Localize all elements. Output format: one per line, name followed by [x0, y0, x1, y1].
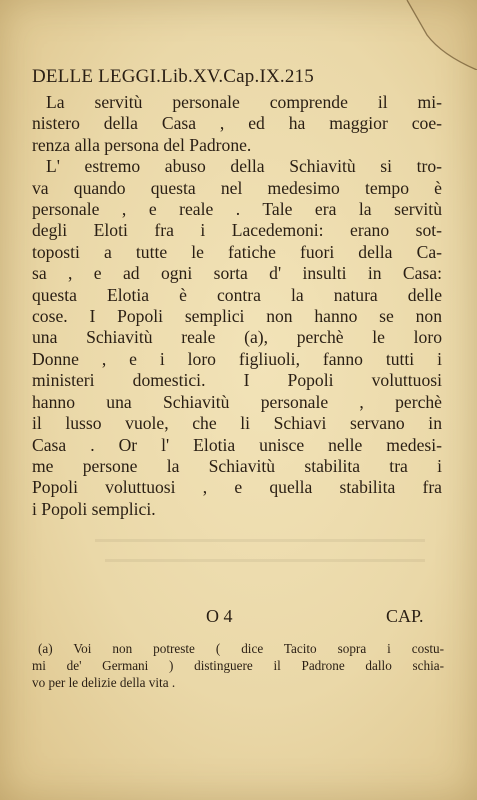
text-line: L' estremo abuso della Schiavitù si tro- — [46, 156, 442, 177]
text-line: cose. I Popoli semplici non hanno se non — [32, 306, 442, 327]
text-line: Casa . Or l' Elotia unisce nelle medesi- — [32, 434, 442, 455]
text-line: renza alla persona del Padrone. — [32, 134, 252, 155]
text-line: Donne , e i loro figliuoli, fanno tutti i — [32, 348, 442, 369]
main-text — [32, 92, 442, 520]
text-line: i Popoli semplici. — [32, 498, 156, 519]
text-line: La servitù personale comprende il mi- — [46, 92, 442, 112]
footnote-line: mi de' Germani ) distinguere il Padrone dallo schia- — [32, 658, 444, 673]
footnote — [32, 640, 444, 691]
text-line: sa , e ad ogni sorta d' insulti in Casa: — [32, 263, 442, 284]
text-line: degli Eloti fra i Lacedemoni: erano sot- — [32, 220, 442, 241]
text-line: una Schiavitù reale (a), perchè le loro — [32, 327, 442, 348]
text-line: nistero della Casa , ed ha maggior coe- — [32, 113, 442, 134]
signature-mark: O 4 — [206, 606, 233, 626]
folded-corner — [387, 0, 477, 70]
text-line: hanno una Schiavitù personale , perchè — [32, 391, 442, 412]
running-header: DELLE LEGGI.Lib.XV.Cap.IX.215 — [32, 66, 314, 87]
text-line: personale , e reale . Tale era la servitù — [32, 199, 442, 220]
catchword: CAP. — [386, 606, 424, 626]
footnote-line: vo per le delizie della vita . — [32, 675, 176, 690]
text-line: me persone la Schiavitù stabilita tra i — [32, 455, 442, 476]
text-line: toposti a tutte le fatiche fuori della Ca- — [32, 241, 442, 262]
text-line: Popoli voluttuosi , e quella stabilita fra — [32, 477, 442, 498]
text-line: il lusso vuole, che li Schiavi servano in — [32, 413, 442, 434]
text-line: questa Elotia è contra la natura delle — [32, 284, 442, 305]
text-line: ministeri domestici. I Popoli voluttuosi — [32, 370, 442, 391]
footnote-line: (a) Voi non potreste ( dice Tacito sopra i costu- — [38, 641, 444, 656]
show-through-text — [95, 535, 435, 575]
text-line: va quando questa nel medesimo tempo è — [32, 177, 442, 198]
